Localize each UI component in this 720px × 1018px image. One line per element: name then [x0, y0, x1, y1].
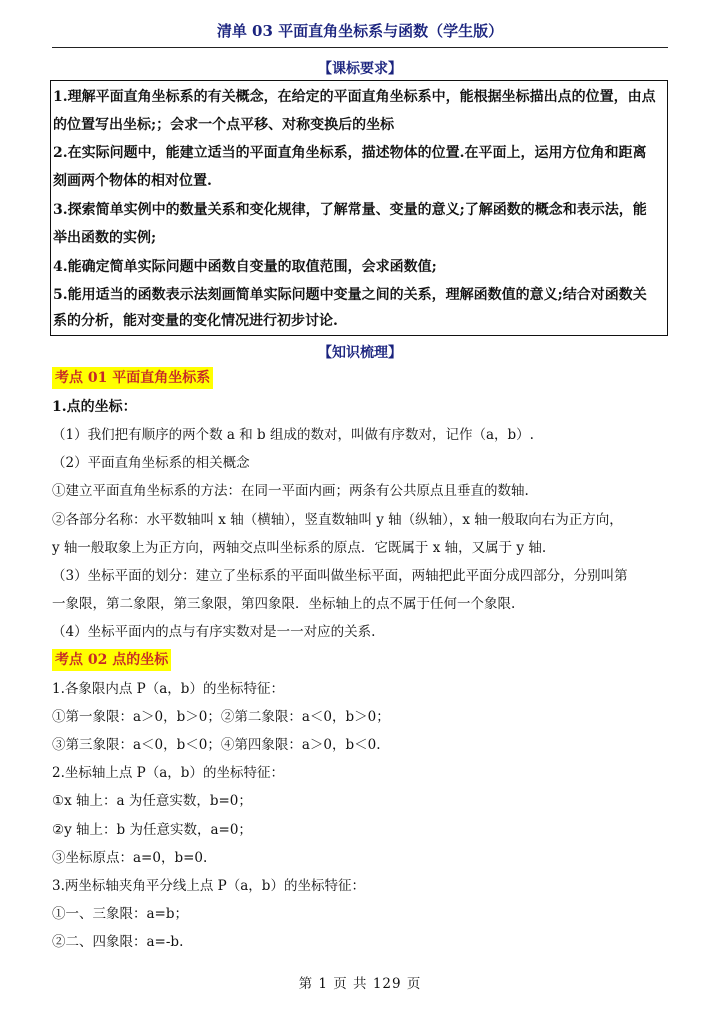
text-line: ③第三象限：a＜0，b＜0；④第四象限：a＞0，b＜0.	[52, 737, 381, 753]
topic-01-tag: 考点 01 平面直角坐标系	[52, 367, 213, 389]
page-title: 清单 03 平面直角坐标系与函数（学生版）	[216, 22, 504, 40]
text-line: y 轴一般取象上为正方向，两轴交点叫坐标系的原点．它既属于 x 轴，又属于 y 轴.	[52, 540, 547, 556]
curriculum-heading: 【课标要求】	[318, 61, 402, 77]
text-line: ②y 轴上：b 为任意实数，a=0；	[52, 822, 252, 838]
knowledge-heading: 【知识梳理】	[318, 345, 402, 361]
topic-02-tag: 考点 02 点的坐标	[52, 649, 171, 671]
text-line: ①一、三象限：a=b；	[52, 906, 189, 922]
text-line: ①第一象限：a＞0，b＞0；②第二象限：a＜0，b＞0；	[52, 709, 390, 725]
curriculum-line: 3.探索简单实例中的数量关系和变化规律，了解常量、变量的意义;了解函数的概念和表示法，能	[53, 202, 647, 218]
curriculum-line: 举出函数的实例;	[53, 230, 157, 246]
text-line: ①x 轴上：a 为任意实数，b=0；	[52, 793, 252, 809]
curriculum-line: 刻画两个物体的相对位置.	[53, 173, 212, 189]
text-line: ①建立平面直角坐标系的方法：在同一平面内画；两条有公共原点且垂直的数轴.	[52, 483, 529, 499]
text-line: （4）坐标平面内的点与有序实数对是一一对应的关系.	[52, 624, 376, 640]
curriculum-box	[50, 80, 668, 336]
title-divider	[52, 47, 668, 48]
text-line: 2.坐标轴上点 P（a，b）的坐标特征：	[52, 765, 284, 781]
text-line: 3.两坐标轴夹角平分线上点 P（a，b）的坐标特征：	[52, 878, 365, 894]
text-line: （3）坐标平面的划分：建立了坐标系的平面叫做坐标平面，两轴把此平面分成四部分，分别叫第	[52, 568, 628, 584]
page-footer: 第 1 页 共 129 页	[298, 976, 422, 992]
text-line: （2）平面直角坐标系的相关概念	[52, 455, 250, 471]
curriculum-line: 5.能用适当的函数表示法刻画简单实际问题中变量之间的关系，理解函数值的意义;结合对函数关	[53, 287, 647, 303]
text-line: （1）我们把有顺序的两个数 a 和 b 组成的数对，叫做有序数对，记作（a，b）.	[52, 427, 534, 443]
text-line: ③坐标原点：a=0，b=0.	[52, 850, 208, 866]
curriculum-line: 系的分析，能对变量的变化情况进行初步讨论.	[53, 313, 338, 329]
curriculum-line: 4.能确定简单实际问题中函数自变量的取值范围，会求函数值;	[53, 259, 437, 275]
curriculum-line: 2.在实际问题中，能建立适当的平面直角坐标系，描述物体的位置.在平面上，运用方位角和距离	[53, 145, 647, 161]
curriculum-line: 1.理解平面直角坐标系的有关概念，在给定的平面直角坐标系中，能根据坐标描出点的位置，由点	[53, 89, 656, 105]
text-line: ②二、四象限：a=-b.	[52, 934, 184, 950]
topic-01-subtitle: 1.点的坐标：	[52, 399, 137, 415]
text-line: ②各部分名称：水平数轴叫 x 轴（横轴），竖直数轴叫 y 轴（纵轴），x 轴一般取向右为正方向，	[52, 512, 623, 528]
text-line: 一象限，第二象限，第三象限，第四象限．坐标轴上的点不属于任何一个象限.	[52, 596, 516, 612]
text-line: 1.各象限内点 P（a，b）的坐标特征：	[52, 681, 284, 697]
curriculum-line: 的位置写出坐标;；会求一个点平移、对称变换后的坐标	[53, 117, 395, 133]
